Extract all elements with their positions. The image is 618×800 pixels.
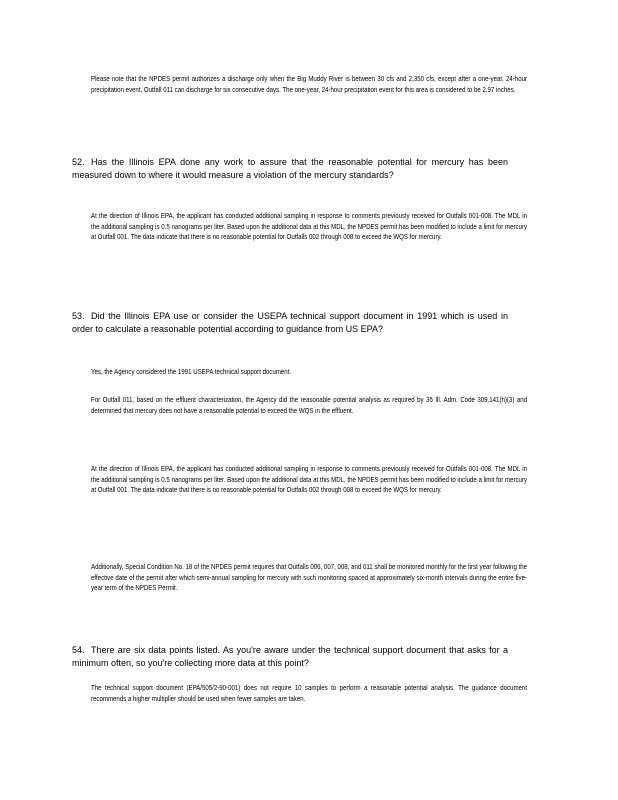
answer-54: The technical support document (EPA/505/2-90-001) does not require 10 samples to perform a reasonable potential analysis. The guidance document recommends a higher multiplier should be used when fewer samples are taken. xyxy=(91,684,528,703)
intro-paragraph: Please note that the NPDES permit authorizes a discharge only when the Big Muddy River is between 30 cfs and 2,350 cfs, except after a one-year, 24-hour precipitation event, Outfall 011 can discharge for six consecutive days. The one-year, 24-hour precipitation event for this area is considered to be 2.97 inches. xyxy=(91,75,528,94)
question-number: 52. xyxy=(72,157,85,167)
answer-52: At the direction of Illinois EPA, the applicant has conducted additional sampling in response to comments previously received for Outfalls 001-008. The MDL in the additional sampling is 0.5 nanograms per liter. Based upon the additional data at this MDL, the NPDES permit has been modified to include a limit for mercury at Outfall 001. The data indicate that there is no reasonable potential for Outfalls 002 through 008 to exceed the WQS for mercury. xyxy=(91,212,528,242)
question-52 xyxy=(72,156,508,181)
answer-53-part-4: Additionally, Special Condition No. 18 of the NPDES permit requires that Outfalls 006, 007, 008, and 011 shall be monitored monthly for the first year following the effective date of the permit after which semi-annual sampling for mercury with such monitoring spaced at approximately six-month intervals during the entire five-year term of the NPDES Permit. xyxy=(91,563,528,593)
question-text: Did the Illinois EPA use or consider the USEPA technical support document in 1991 which is used in order to calculate a reasonable potential according to guidance from US EPA? xyxy=(72,311,508,334)
question-text: Has the Illinois EPA done any work to assure that the reasonable potential for mercury has been measured down to where it would measure a violation of the mercury standards? xyxy=(72,157,508,180)
question-53 xyxy=(72,310,508,335)
question-number: 53. xyxy=(72,311,85,321)
answer-53-part-3: At the direction of Illinois EPA, the applicant has conducted additional sampling in response to comments previously received for Outfalls 001-008. The MDL in the additional sampling is 0.5 nanograms per liter. Based upon the additional data at this MDL, the NPDES permit has been modified to include a limit for mercury at Outfall 001. The data indicate that there is no reasonable potential for Outfalls 002 through 008 to exceed the WQS for mercury. xyxy=(91,465,528,495)
answer-53-part-2: For Outfall 011, based on the effluent characterization, the Agency did the reasonable potential analysis as required by 35 Ill. Adm. Code 309.141(h)(3) and determined that mercury does not have a reasonable potential to exceed the WQS in the effluent. xyxy=(91,396,528,415)
question-number: 54. xyxy=(72,645,85,655)
question-54 xyxy=(72,644,508,669)
answer-53-part-1: Yes, the Agency considered the 1991 USEPA technical support document. xyxy=(91,368,292,376)
question-text: There are six data points listed. As you're aware under the technical support document that asks for a minimum often, so you're collecting more data at this point? xyxy=(72,645,508,668)
